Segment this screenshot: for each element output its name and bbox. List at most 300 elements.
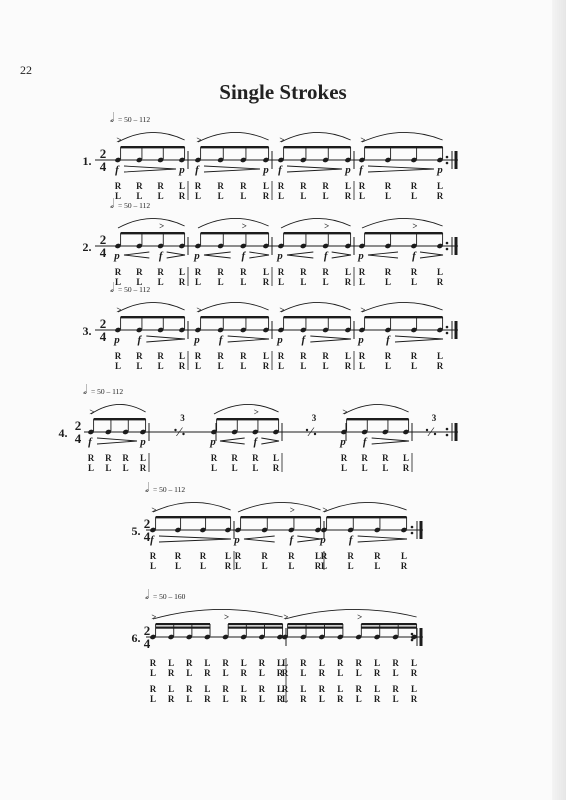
crescendo-hairpin: [368, 252, 398, 258]
time-signature-top: 2: [99, 316, 107, 331]
sticking-letter: L: [222, 668, 229, 678]
tempo-marking: = 50 – 112: [91, 387, 124, 396]
sticking-letter: L: [384, 277, 392, 287]
accent-mark: >: [324, 221, 330, 231]
sticking-letter: L: [149, 668, 157, 678]
beam: [284, 232, 351, 234]
sticking-letter: L: [358, 277, 366, 287]
sticking-letter: R: [178, 361, 186, 371]
exercise-number: 4.: [58, 426, 68, 440]
decrescendo-hairpin: [146, 336, 185, 342]
sticking-letter: L: [358, 361, 366, 371]
dynamic-piano: p: [263, 164, 269, 176]
sticking-letter: L: [410, 361, 418, 371]
tempo-marking: = 50 – 112: [118, 285, 151, 294]
dynamic-piano: p: [340, 436, 346, 448]
sticking-letter: L: [410, 684, 418, 694]
tempo-marking: = 50 – 112: [118, 201, 151, 210]
sticking-letter: R: [149, 684, 157, 694]
sticking-letter: L: [240, 658, 247, 668]
dynamic-forte: f: [195, 164, 199, 176]
dynamic-piano: p: [114, 250, 120, 262]
dynamic-forte: f: [289, 534, 294, 546]
sticking-letter: R: [240, 668, 247, 678]
sticking-letter: L: [402, 453, 410, 463]
sticking-letter: R: [344, 277, 352, 287]
repeat-count: 3: [431, 413, 437, 423]
sticking-letter: L: [344, 351, 352, 361]
sticking-letter: L: [114, 191, 122, 201]
sticking-letter: R: [281, 668, 289, 678]
decrescendo-hairpin: [228, 336, 269, 342]
sticking-letter: R: [217, 267, 224, 277]
dynamic-forte: f: [348, 534, 353, 546]
beam: [228, 623, 282, 625]
sticking-letter: R: [410, 694, 418, 704]
time-signature-bottom: 4: [99, 329, 107, 344]
beam: [156, 623, 210, 625]
sticking-letter: R: [114, 267, 122, 277]
repeat-sign-dot: [426, 429, 428, 431]
sticking-letter: R: [358, 181, 366, 191]
sticking-letter: R: [322, 351, 329, 361]
sticking-letter: R: [105, 453, 112, 463]
time-signature-bottom: 4: [99, 159, 107, 174]
dynamic-piano: p: [277, 250, 283, 262]
beam: [156, 516, 231, 518]
page-number: 22: [20, 63, 32, 77]
repeat-dot: [446, 242, 449, 245]
sticking-letter: L: [240, 191, 247, 201]
sticking-letter: R: [300, 267, 307, 277]
measure-repeat-icon: ∕: [429, 424, 433, 439]
phrase-slur: [91, 404, 146, 414]
time-signature-top: 2: [99, 232, 107, 247]
sticking-letter: L: [194, 277, 202, 287]
accent-mark: >: [241, 221, 247, 231]
sticking-letter: L: [262, 267, 270, 277]
sticking-letter: L: [222, 694, 229, 704]
phrase-slur: [118, 302, 185, 312]
accent-mark: >: [360, 305, 366, 315]
phrase-slur: [198, 218, 269, 228]
sticking-letter: L: [139, 453, 147, 463]
crescendo-hairpin: [244, 536, 275, 542]
sticking-letter: L: [344, 267, 352, 277]
phrase-slur: [118, 132, 185, 142]
crescendo-hairpin: [124, 252, 149, 258]
decrescendo-hairpin: [287, 166, 342, 172]
sticking-letter: R: [157, 351, 164, 361]
phrase-slur: [362, 218, 443, 228]
sticking-letter: R: [358, 351, 366, 361]
sticking-letter: L: [300, 361, 307, 371]
sticking-letter: L: [240, 361, 247, 371]
exercise-number: 3.: [82, 324, 92, 338]
sticking-letter: R: [410, 267, 418, 277]
measure-repeat-icon: ∕: [309, 424, 313, 439]
beam: [288, 627, 343, 629]
phrase-slur: [153, 502, 231, 512]
beam: [201, 232, 269, 234]
phrase-slur: [362, 132, 443, 142]
sticking-letter: L: [382, 463, 389, 473]
sticking-letter: L: [87, 463, 95, 473]
repeat-dot: [446, 162, 449, 165]
sticking-letter: R: [361, 453, 368, 463]
sticking-letter: L: [344, 181, 352, 191]
sticking-letter: R: [114, 181, 122, 191]
beam: [201, 146, 269, 148]
dynamic-forte: f: [278, 164, 282, 176]
sticking-letter: R: [337, 694, 344, 704]
sticking-letter: R: [410, 351, 418, 361]
exercise-number: 2.: [82, 240, 92, 254]
phrase-slur: [285, 609, 417, 619]
accent-mark: >: [196, 135, 202, 145]
repeat-dot: [411, 532, 414, 535]
sticking-letter: L: [122, 463, 129, 473]
sticking-letter: L: [157, 191, 164, 201]
phrase-slur: [198, 132, 269, 142]
dynamic-piano: p: [194, 334, 200, 346]
sticking-letter: L: [436, 351, 444, 361]
exercise-number: 5.: [131, 524, 141, 538]
sticking-letter: R: [204, 668, 211, 678]
sticking-letter: L: [337, 684, 344, 694]
beam: [94, 418, 146, 420]
sticking-letter: L: [400, 551, 408, 561]
sticking-letter: L: [157, 361, 164, 371]
sticking-letter: L: [392, 668, 399, 678]
dynamic-forte: f: [218, 334, 223, 346]
sticking-letter: R: [222, 658, 229, 668]
beam: [288, 623, 343, 625]
sticking-letter: L: [355, 668, 362, 678]
repeat-dot: [411, 633, 414, 636]
dynamic-forte: f: [386, 334, 390, 346]
dynamic-forte: f: [359, 164, 363, 176]
phrase-slur: [344, 404, 409, 414]
sticking-letter: R: [258, 684, 266, 694]
sticking-letter: R: [373, 668, 381, 678]
accent-mark: >: [151, 505, 157, 515]
dynamic-piano: p: [194, 250, 200, 262]
half-note-icon: 𝅗𝅥: [110, 280, 115, 295]
phrase-slur: [238, 502, 321, 512]
dynamic-piano: p: [179, 164, 185, 176]
sticking-letter: L: [288, 561, 295, 571]
sticking-letter: L: [178, 181, 186, 191]
measure-repeat-icon: ∕: [178, 424, 181, 439]
dynamic-forte: f: [115, 164, 119, 176]
sticking-letter: R: [178, 191, 186, 201]
crescendo-hairpin: [287, 252, 313, 258]
sticking-letter: L: [149, 561, 157, 571]
sticking-letter: L: [322, 277, 329, 287]
phrase-slur: [118, 218, 185, 228]
tempo-marking: = 50 – 160: [153, 592, 186, 601]
sticking-letter: L: [136, 191, 143, 201]
repeat-sign-dot: [306, 429, 308, 431]
sticking-letter: R: [258, 658, 266, 668]
sticking-letter: L: [277, 191, 285, 201]
sticking-letter: L: [277, 277, 285, 287]
sticking-letter: L: [347, 561, 354, 571]
beam: [284, 316, 351, 318]
phrase-slur: [214, 404, 279, 414]
sticking-letter: L: [178, 267, 186, 277]
tempo-marking: = 50 – 112: [118, 115, 151, 124]
decrescendo-hairpin: [358, 536, 407, 542]
sticking-letter: L: [224, 551, 232, 561]
sticking-letter: L: [186, 668, 193, 678]
accent-mark: >: [116, 135, 122, 145]
accent-mark: >: [342, 407, 348, 417]
half-note-icon: 𝅗𝅥: [83, 382, 88, 397]
sticking-letter: L: [281, 658, 289, 668]
sticking-letter: L: [374, 684, 381, 694]
sticking-letter: L: [258, 668, 265, 678]
sticking-letter: R: [262, 191, 270, 201]
sticking-letter: R: [136, 181, 143, 191]
accent-mark: >: [89, 407, 95, 417]
sticking-letter: R: [436, 361, 444, 371]
sticking-letter: L: [410, 191, 418, 201]
dynamic-piano: p: [114, 334, 120, 346]
dynamic-forte: f: [301, 334, 306, 346]
sticking-letter: L: [436, 181, 444, 191]
sticking-letter: R: [288, 551, 295, 561]
sticking-letter: R: [222, 684, 229, 694]
dynamic-forte: f: [253, 436, 258, 448]
sticking-letter: R: [87, 453, 95, 463]
sticking-letter: R: [149, 551, 157, 561]
decrescendo-hairpin: [332, 252, 351, 258]
sticking-letter: L: [314, 551, 322, 561]
sticking-letter: R: [340, 453, 348, 463]
sticking-letter: R: [392, 658, 399, 668]
decrescendo-hairpin: [261, 438, 279, 444]
beam: [228, 627, 282, 629]
sticking-letter: L: [272, 453, 280, 463]
accent-mark: >: [253, 407, 259, 417]
sticking-letter: R: [261, 551, 268, 561]
sticking-letter: L: [217, 191, 224, 201]
sticking-letter: L: [436, 267, 444, 277]
accent-mark: >: [196, 305, 202, 315]
decrescendo-hairpin: [372, 438, 409, 444]
sticking-letter: R: [178, 277, 186, 287]
sticking-letter: R: [217, 181, 224, 191]
sticking-letter: R: [277, 351, 285, 361]
repeat-dot: [411, 526, 414, 529]
phrase-slur: [198, 302, 269, 312]
sticking-letter: R: [234, 551, 242, 561]
sticking-letter: R: [400, 561, 408, 571]
sticking-letter: L: [355, 694, 362, 704]
sticking-letter: L: [258, 694, 265, 704]
sticking-letter: R: [347, 551, 354, 561]
sticking-letter: L: [374, 561, 381, 571]
accent-mark: >: [412, 221, 418, 231]
sticking-letter: L: [392, 694, 399, 704]
decrescendo-hairpin: [159, 536, 231, 542]
repeat-dot: [446, 428, 449, 431]
accent-mark: >: [279, 305, 285, 315]
beam: [365, 232, 443, 234]
dynamic-piano: p: [358, 334, 364, 346]
sticking-letter: L: [168, 684, 175, 694]
sticking-letter: R: [194, 267, 202, 277]
sticking-letter: R: [402, 463, 410, 473]
accent-mark: >: [357, 612, 363, 622]
sticking-letter: L: [358, 191, 366, 201]
beam: [121, 146, 185, 148]
sticking-letter: L: [252, 463, 259, 473]
half-note-icon: 𝅗𝅥: [145, 480, 150, 495]
repeat-dot: [446, 332, 449, 335]
sticking-letter: L: [262, 351, 270, 361]
sticking-letter: R: [204, 694, 211, 704]
beam: [121, 316, 185, 318]
sticking-letter: L: [186, 694, 193, 704]
sticking-letter: R: [199, 551, 207, 561]
sticking-letter: R: [355, 684, 362, 694]
accent-mark: >: [151, 612, 157, 622]
beam: [361, 627, 416, 629]
sticking-letter: R: [277, 181, 285, 191]
sticking-letter: L: [337, 668, 344, 678]
repeat-dot: [446, 248, 449, 251]
sticking-letter: L: [300, 277, 307, 287]
decrescendo-hairpin: [249, 252, 269, 258]
repeat-dot: [446, 326, 449, 329]
accent-mark: >: [283, 612, 289, 622]
sticking-letter: R: [217, 351, 224, 361]
beam: [347, 418, 409, 420]
sticking-letter: L: [204, 658, 211, 668]
sticking-letter: R: [114, 351, 122, 361]
sticking-letter: R: [318, 668, 326, 678]
sticking-letter: L: [114, 277, 122, 287]
sticking-letter: L: [300, 684, 307, 694]
sticking-letter: L: [136, 361, 143, 371]
accent-mark: >: [116, 305, 122, 315]
dynamic-piano: p: [234, 534, 240, 546]
dynamic-forte: f: [323, 250, 328, 262]
sticking-letter: R: [224, 561, 232, 571]
accent-mark: >: [322, 505, 328, 515]
beam: [217, 418, 279, 420]
sticking-letter: R: [322, 181, 329, 191]
sticking-letter: R: [122, 453, 129, 463]
sticking-letter: R: [276, 668, 284, 678]
decrescendo-hairpin: [395, 336, 443, 342]
sticking-letter: R: [436, 277, 444, 287]
time-signature-bottom: 4: [74, 431, 82, 446]
sticking-letter: R: [231, 453, 238, 463]
accent-mark: >: [289, 505, 295, 515]
sticking-letter: R: [300, 181, 307, 191]
sticking-letter: R: [240, 694, 247, 704]
dynamic-piano: p: [140, 436, 146, 448]
sticking-letter: R: [186, 684, 193, 694]
sticking-letter: L: [136, 277, 143, 287]
sticking-letter: L: [384, 361, 392, 371]
sticking-letter: L: [105, 463, 112, 473]
sticking-letter: R: [314, 561, 322, 571]
half-note-icon: 𝅗𝅥: [110, 196, 115, 211]
sticking-letter: R: [272, 463, 280, 473]
sticking-letter: R: [392, 684, 399, 694]
sticking-letter: R: [384, 181, 392, 191]
dynamic-piano: p: [358, 250, 364, 262]
sticking-letter: L: [340, 463, 348, 473]
sticking-letter: R: [337, 658, 344, 668]
accent-mark: >: [360, 135, 366, 145]
accent-mark: >: [159, 221, 165, 231]
beam: [365, 146, 443, 148]
dynamic-forte: f: [88, 436, 92, 448]
dynamic-forte: f: [150, 534, 154, 546]
sticking-letter: L: [240, 277, 247, 287]
accent-mark: >: [224, 612, 230, 622]
sticking-letter: R: [262, 277, 270, 287]
sticking-letter: L: [157, 277, 164, 287]
sticking-letter: L: [204, 684, 211, 694]
exercise-number: 1.: [82, 154, 92, 168]
decrescendo-hairpin: [297, 536, 321, 542]
sticking-letter: R: [157, 267, 164, 277]
sticking-letter: L: [300, 668, 307, 678]
sticking-letter: R: [410, 181, 418, 191]
dynamic-piano: p: [320, 534, 326, 546]
decrescendo-hairpin: [368, 166, 434, 172]
sticking-letter: L: [318, 694, 325, 704]
beam: [284, 146, 351, 148]
sticking-letter: L: [318, 658, 325, 668]
beam: [156, 627, 210, 629]
sticking-letter: R: [281, 684, 289, 694]
sticking-letter: L: [410, 277, 418, 287]
sticking-letter: L: [322, 191, 329, 201]
sticking-letter: R: [382, 453, 389, 463]
decrescendo-hairpin: [310, 336, 351, 342]
crescendo-hairpin: [220, 438, 245, 444]
repeat-dot: [446, 434, 449, 437]
sticking-letter: R: [318, 684, 326, 694]
repeat-dot: [446, 156, 449, 159]
phrase-slur: [362, 302, 443, 312]
sticking-letter: R: [344, 361, 352, 371]
sticking-letter: R: [240, 267, 247, 277]
sticking-letter: L: [276, 658, 284, 668]
time-signature-bottom: 4: [143, 529, 151, 544]
beam: [365, 316, 443, 318]
sticking-letter: R: [384, 351, 392, 361]
sticking-letter: R: [174, 551, 182, 561]
sticking-letter: R: [136, 267, 143, 277]
sticking-letter: L: [199, 561, 207, 571]
sticking-letter: R: [355, 658, 362, 668]
sticking-letter: R: [373, 694, 381, 704]
repeat-sign-dot: [174, 429, 176, 431]
sticking-letter: R: [210, 453, 218, 463]
repeat-sign-dot: [314, 433, 316, 435]
decrescendo-hairpin: [97, 438, 137, 444]
dynamic-piano: p: [437, 164, 443, 176]
